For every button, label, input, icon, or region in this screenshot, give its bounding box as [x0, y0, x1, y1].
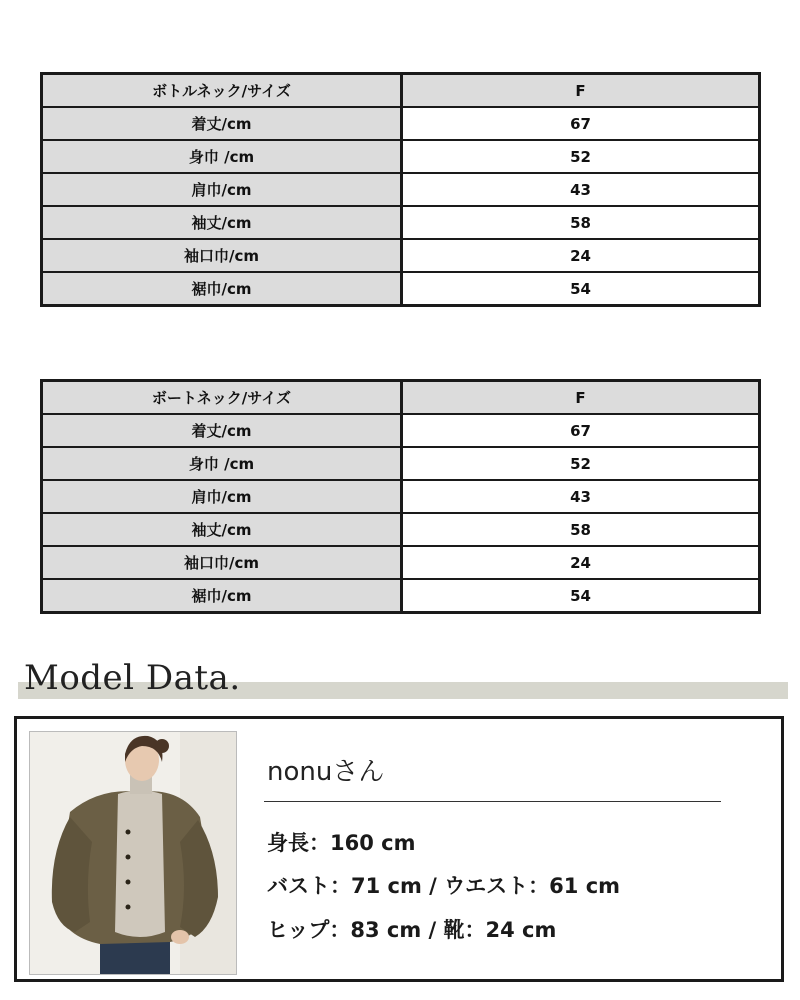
table-header-label: ボトルネック/サイズ: [42, 74, 402, 108]
row-value: 67: [402, 107, 760, 140]
row-value: 54: [402, 579, 760, 613]
row-label: 裾巾/cm: [42, 272, 402, 306]
row-label: 袖口巾/cm: [42, 546, 402, 579]
divider: [264, 801, 721, 802]
model-height: 身長：160 cm: [267, 831, 416, 855]
model-info-box: [14, 716, 784, 982]
row-label: 袖丈/cm: [42, 206, 402, 239]
row-value: 67: [402, 414, 760, 447]
row-value: 52: [402, 140, 760, 173]
model-name: nonuさん: [267, 757, 385, 787]
table-row: [42, 239, 760, 272]
row-label: 着丈/cm: [42, 414, 402, 447]
row-label: 袖丈/cm: [42, 513, 402, 546]
row-value: 54: [402, 272, 760, 306]
table-header-row: [42, 74, 760, 108]
size-table-bottleneck: [40, 72, 761, 307]
table-row: [42, 206, 760, 239]
table-header-row: [42, 381, 760, 415]
table-header-size: F: [402, 74, 760, 108]
row-label: 裾巾/cm: [42, 579, 402, 613]
table-header-label: ボートネック/サイズ: [42, 381, 402, 415]
table-row: [42, 173, 760, 206]
table-row: [42, 447, 760, 480]
table-row: [42, 272, 760, 306]
model-bust-waist: バスト：71 cm / ウエスト：61 cm: [267, 874, 621, 898]
row-value: 24: [402, 239, 760, 272]
row-label: 肩巾/cm: [42, 173, 402, 206]
table-row: [42, 480, 760, 513]
table-row: [42, 107, 760, 140]
row-label: 袖口巾/cm: [42, 239, 402, 272]
row-value: 58: [402, 206, 760, 239]
row-label: 着丈/cm: [42, 107, 402, 140]
model-photo: [29, 731, 237, 975]
row-value: 43: [402, 173, 760, 206]
row-label: 身巾 /cm: [42, 447, 402, 480]
row-value: 43: [402, 480, 760, 513]
row-value: 52: [402, 447, 760, 480]
table-row: [42, 513, 760, 546]
table-header-size: F: [402, 381, 760, 415]
row-value: 58: [402, 513, 760, 546]
table-row: [42, 140, 760, 173]
table-row: [42, 546, 760, 579]
row-label: 肩巾/cm: [42, 480, 402, 513]
table-row: [42, 414, 760, 447]
row-value: 24: [402, 546, 760, 579]
size-table-boatneck: [40, 379, 761, 614]
row-label: 身巾 /cm: [42, 140, 402, 173]
model-hip-shoe: ヒップ：83 cm / 靴：24 cm: [267, 918, 557, 942]
model-photo-illustration: [30, 732, 236, 974]
table-row: [42, 579, 760, 613]
section-title: Model Data.: [24, 658, 241, 698]
